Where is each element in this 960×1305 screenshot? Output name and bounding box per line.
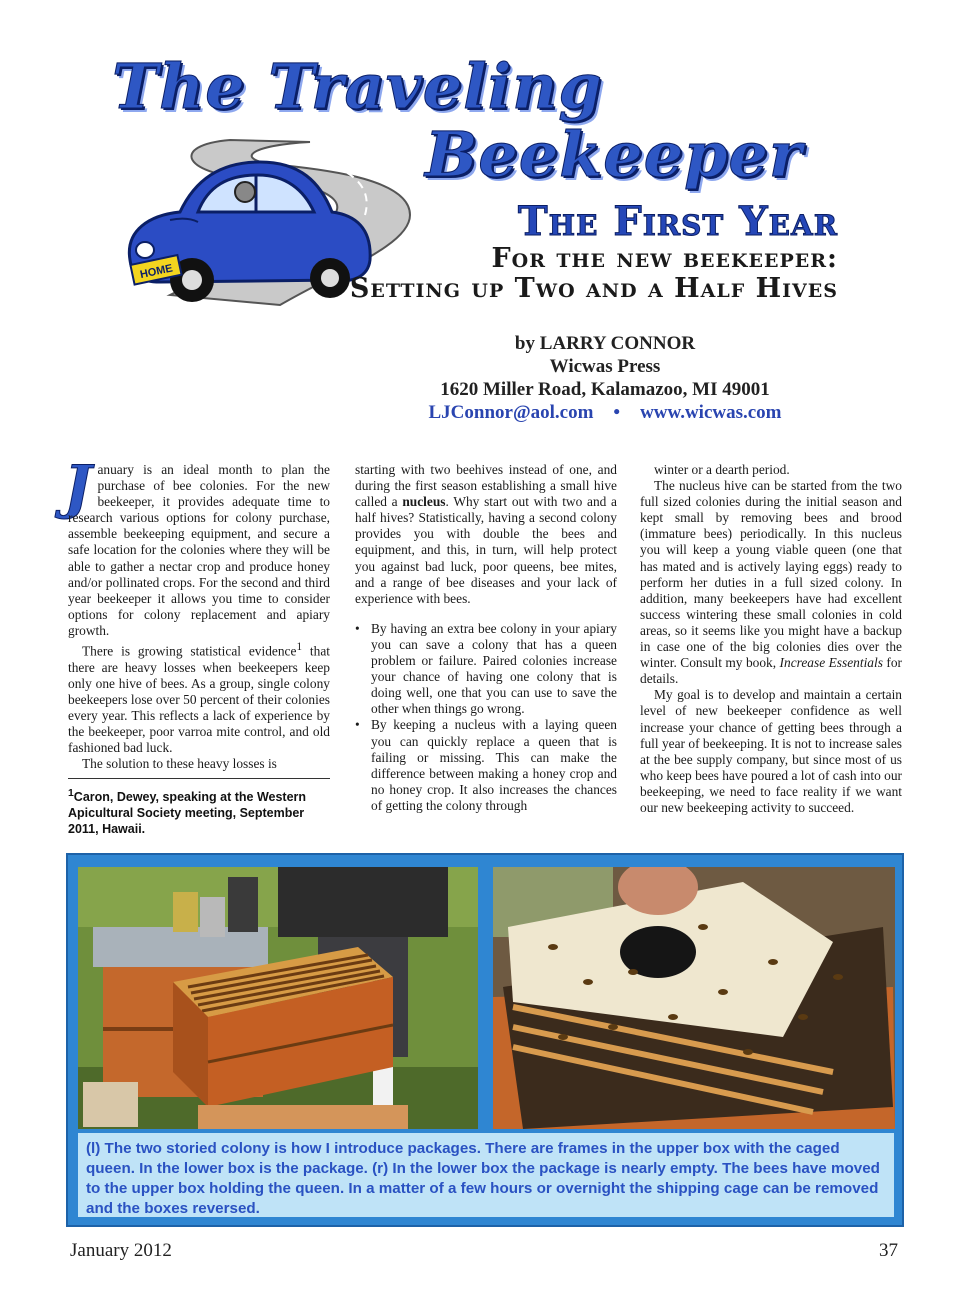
photo-package-box xyxy=(493,867,895,1129)
paragraph-text: starting with two beehives instead of one, and during the first season establishing a small hive called a xyxy=(355,462,617,510)
paragraph xyxy=(355,462,617,607)
masthead xyxy=(0,0,960,320)
footnote-text: Caron, Dewey, speaking at the Western Apicultural Society meeting, September 2011, Hawaii. xyxy=(68,790,307,837)
paragraph: The solution to these heavy losses is xyxy=(82,756,277,772)
page-number: 37 xyxy=(879,1240,898,1261)
list-item: • By keeping a nucleus with a laying queen you can quickly replace a queen that is failing or missing. This can make the difference between making a honey crop and no honey crop. It also increases the chances of getting the colony through xyxy=(355,717,617,814)
paragraph-text: that there are heavy losses when beekeepers keep only one hive of bees. As a group, single colony beekeepers lose over 50 percent of their colonies every year. This reflects a lack of experience by the beekeeper, poor varroa mite control, and old fashioned bad luck. xyxy=(68,643,330,756)
contact-line xyxy=(380,401,830,424)
photo-caption: (l) The two storied colony is how I introduce packages. There are frames in the upper box with the caged queen. In the lower box is the package. (r) In the lower box the package is nearly empty. The bees have moved to the upper box holding the queen. In a matter of a few hours or overnight the shipping cage can be removed and the boxes reversed. xyxy=(78,1133,894,1217)
paragraph xyxy=(64,453,330,639)
paragraph xyxy=(640,478,902,687)
byline xyxy=(380,332,830,424)
title-line-2: Beekeeper xyxy=(425,118,803,191)
address: 1620 Miller Road, Kalamazoo, MI 49001 xyxy=(440,379,770,400)
website-link[interactable]: www.wicwas.com xyxy=(640,402,782,423)
photo-two-story-hive xyxy=(78,867,478,1129)
paragraph: My goal is to develop and maintain a certain level of new beekeeper confidence as well increase your chance of getting bees through a full year of beekeeping. It is not to increase sales at the bee supply company, but since most of us who keep bees have poured a lot of cash into our beekeeping, we need to face reality if we want our new beekeeping activity to succeed. xyxy=(640,687,902,815)
footnote-mark: 1 xyxy=(68,788,74,799)
issue-date: January 2012 xyxy=(70,1240,172,1261)
article-column-3 xyxy=(640,462,902,816)
paragraph: winter or a dearth period. xyxy=(654,462,790,477)
footnote xyxy=(68,786,330,837)
photo-panel xyxy=(66,853,904,1227)
bullet-list xyxy=(355,621,617,814)
publisher: Wicwas Press xyxy=(549,356,661,377)
paragraph-text: The nucleus hive can be started from the two full sized colonies during the initial season and kept small by removing bees and brood (immature bees) periodically. In this nucleus you will keep a young viable queen (one that has mated and is actively laying eggs) ready to perform her duties in a full sized colony. In addition, many beekeepers have had excellent success wintering these small colonies in cold areas, so it seems like you might have a backup in case one of the big colonies dies over the winter. Consult my book, xyxy=(640,478,902,671)
paragraph xyxy=(68,639,330,756)
list-item: • By having an extra bee colony in your apiary you can save a colony that has a queen problem or failure. Paired colonies increase your chance of having one colony that is doing well, one that you can use to save the other when things go wrong. xyxy=(355,621,617,718)
article-column-1 xyxy=(64,453,330,772)
email-link[interactable]: LJConnor@aol.com xyxy=(428,402,594,423)
drop-cap: J xyxy=(64,453,92,521)
book-title: Increase Essentials xyxy=(779,655,883,671)
separator-dot: • xyxy=(613,402,621,423)
footnote-divider xyxy=(68,778,330,779)
paragraph-text: for details. xyxy=(640,655,902,687)
hive-photo-image xyxy=(78,867,478,1129)
author: by LARRY CONNOR xyxy=(514,333,696,354)
footnote-ref: 1 xyxy=(296,641,303,654)
car-sign: HOME xyxy=(139,262,174,282)
package-photo-image xyxy=(493,867,895,1129)
paragraph-text: There is growing statistical evidence xyxy=(82,643,297,659)
paragraph-text: . Why start out with two and a half hives? Statistically, having a second colony provides you with double the bees and equipment, and this, in turn, will help protect you against bad luck, poor queens, bee mites, and a range of bee diseases and your lack of experience with bees. xyxy=(355,494,617,606)
article-column-2 xyxy=(355,462,617,814)
title-line-1: The Traveling xyxy=(112,50,603,123)
subtitle: The First Year xyxy=(517,198,838,245)
bold-term: nucleus xyxy=(402,494,446,510)
deck-line-2: Setting up Two and a Half Hives xyxy=(349,273,838,304)
paragraph-text: anuary is an ideal month to plan the purchase of bee colonies. For the new beekeeper, it provides adequate time to research various options for colony purchase, assemble beekeeping equipment, and secure a safe location for the colonies where they will be able to gather a nectar crop and produce honey and/or pollinated crops. For the second and third year beekeeper it allows you time to consider options for colony replacement and apiary growth. xyxy=(68,462,330,638)
deck-line-1: For the new beekeeper: xyxy=(491,243,838,274)
